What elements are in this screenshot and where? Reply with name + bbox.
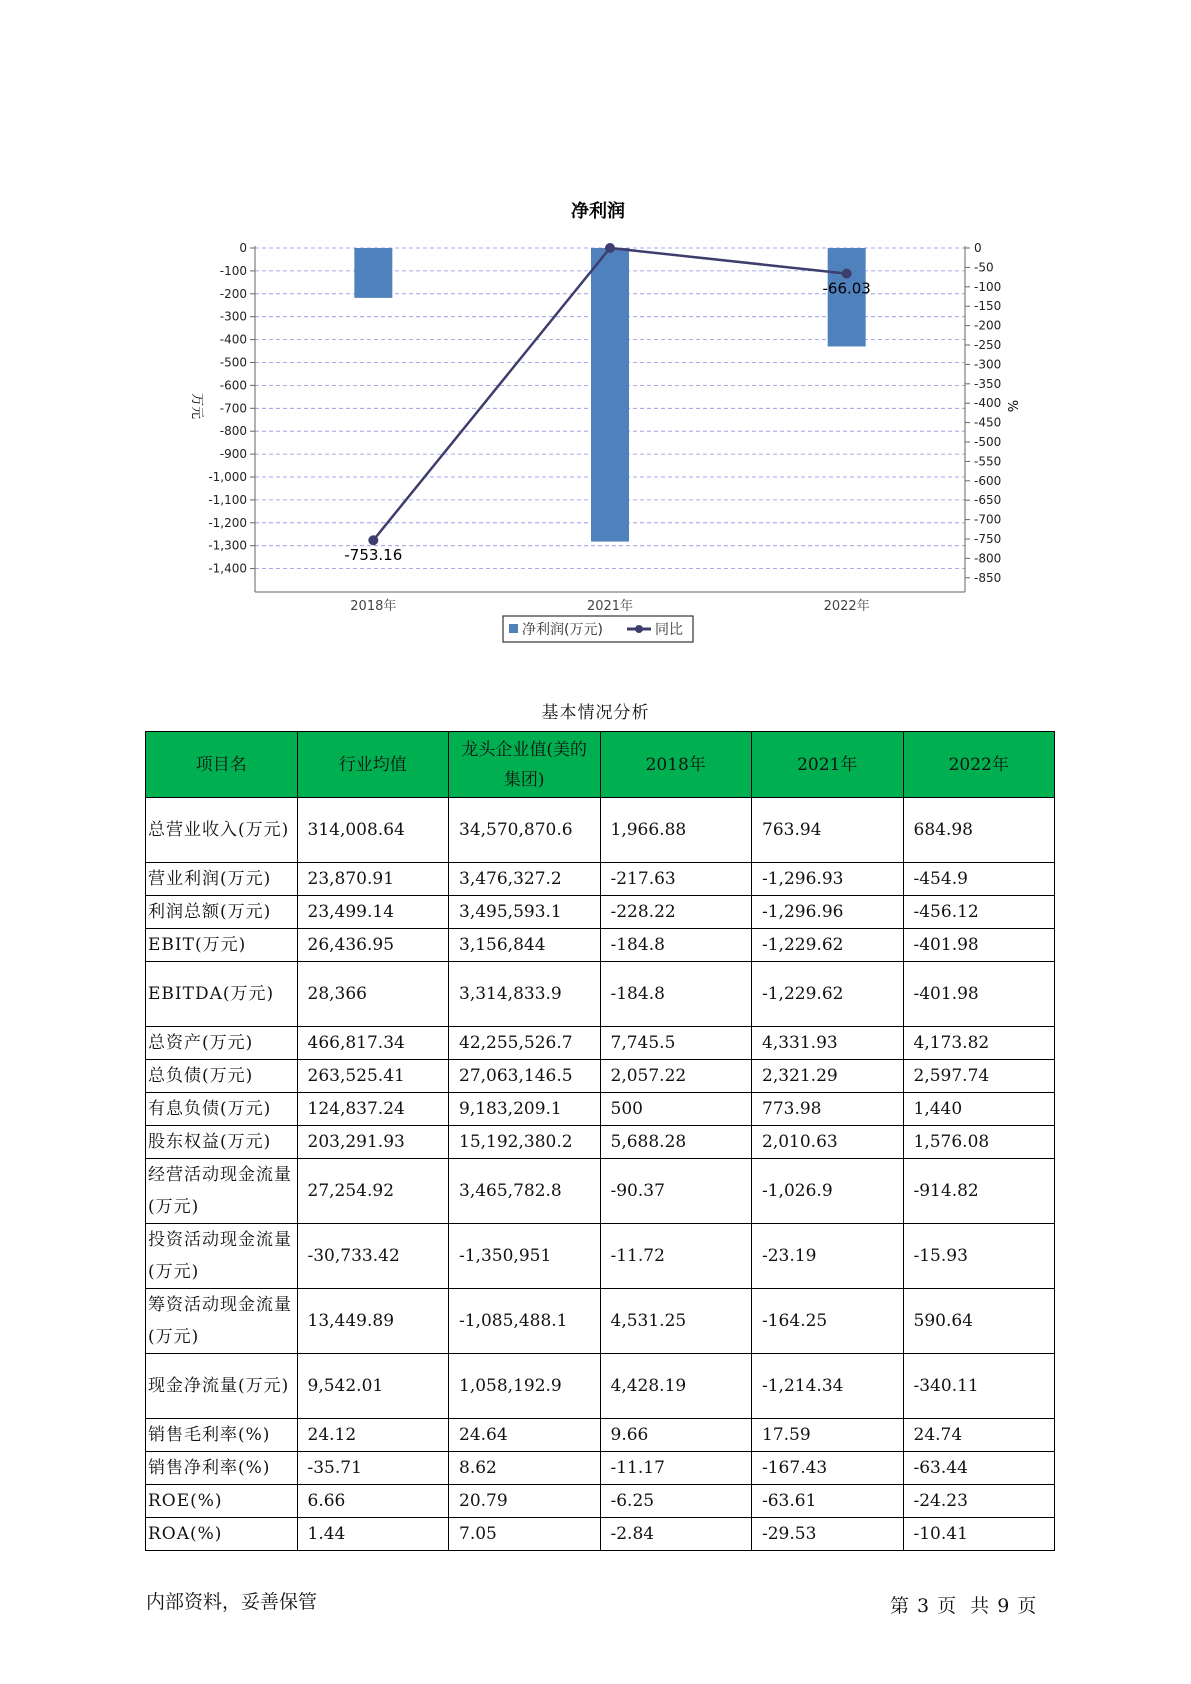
table-cell: 466,817.34 bbox=[297, 1027, 449, 1060]
row-label: 总资产(万元) bbox=[146, 1027, 298, 1060]
legend-line-label: 同比 bbox=[655, 622, 683, 638]
row-label: EBIT(万元) bbox=[146, 929, 298, 962]
table-cell: -11.72 bbox=[600, 1224, 752, 1289]
table-cell: -454.9 bbox=[903, 863, 1055, 896]
header-2021: 2021年 bbox=[752, 732, 904, 798]
table-row bbox=[146, 1518, 1055, 1551]
table-cell: 2,010.63 bbox=[752, 1126, 904, 1159]
table-cell: 42,255,526.7 bbox=[449, 1027, 601, 1060]
y2-tick-label: -850 bbox=[974, 570, 1002, 585]
table-cell: 27,254.92 bbox=[297, 1159, 449, 1224]
row-label: 股东权益(万元) bbox=[146, 1126, 298, 1159]
table-cell: -35.71 bbox=[297, 1452, 449, 1485]
table-cell: 7,745.5 bbox=[600, 1027, 752, 1060]
x-axis bbox=[255, 592, 965, 614]
y-tick-label: -600 bbox=[219, 378, 247, 393]
y-tick-label: -1,400 bbox=[208, 561, 247, 576]
header-2022: 2022年 bbox=[903, 732, 1055, 798]
table-row bbox=[146, 1159, 1055, 1224]
y-tick-label: 0 bbox=[239, 241, 247, 255]
y-tick-label: -900 bbox=[219, 447, 247, 462]
y2-tick-label: -650 bbox=[974, 493, 1002, 508]
net-profit-chart bbox=[0, 0, 1191, 680]
y-tick-label: -800 bbox=[219, 424, 247, 439]
table-cell: 590.64 bbox=[903, 1289, 1055, 1354]
row-label: 有息负债(万元) bbox=[146, 1093, 298, 1126]
row-label: 经营活动现金流量(万元) bbox=[146, 1159, 298, 1224]
table-cell: 314,008.64 bbox=[297, 798, 449, 863]
table-cell: 124,837.24 bbox=[297, 1093, 449, 1126]
x-tick-label: 2018年 bbox=[350, 599, 397, 614]
y-axis-right bbox=[965, 241, 1001, 592]
x-tick-label: 2021年 bbox=[586, 599, 634, 614]
y-tick-label: -1,300 bbox=[208, 538, 247, 553]
table-row bbox=[146, 1354, 1055, 1419]
row-label: 利润总额(万元) bbox=[146, 896, 298, 929]
table-cell: 3,465,782.8 bbox=[449, 1159, 601, 1224]
table-row bbox=[146, 1452, 1055, 1485]
line-point bbox=[368, 535, 378, 545]
y2-tick-label: -100 bbox=[974, 279, 1002, 294]
table-row bbox=[146, 962, 1055, 1027]
bar bbox=[591, 248, 629, 542]
y2-tick-label: -700 bbox=[974, 512, 1002, 527]
table-cell: 17.59 bbox=[752, 1419, 904, 1452]
y2-tick-label: -350 bbox=[974, 376, 1002, 391]
table-cell: 9,542.01 bbox=[297, 1354, 449, 1419]
table-cell: 763.94 bbox=[752, 798, 904, 863]
data-label: -753.16 bbox=[344, 546, 403, 565]
table-cell: -1,296.96 bbox=[752, 896, 904, 929]
table-cell: 1,576.08 bbox=[903, 1126, 1055, 1159]
y-tick-label: -100 bbox=[219, 263, 247, 278]
y-tick-label: -1,200 bbox=[208, 515, 247, 530]
y-tick-label: -200 bbox=[219, 286, 247, 301]
basic-analysis-table bbox=[145, 731, 1055, 1551]
table-cell: 1.44 bbox=[297, 1518, 449, 1551]
table-cell: 500 bbox=[600, 1093, 752, 1126]
table-cell: 203,291.93 bbox=[297, 1126, 449, 1159]
row-label: 营业利润(万元) bbox=[146, 863, 298, 896]
header-leader: 龙头企业值(美的集团) bbox=[449, 732, 601, 798]
table-cell: -11.17 bbox=[600, 1452, 752, 1485]
total-pages: 9 bbox=[997, 1595, 1010, 1617]
y2-tick-label: -600 bbox=[974, 473, 1002, 488]
x-tick-label: 2022年 bbox=[823, 599, 870, 614]
table-row bbox=[146, 1126, 1055, 1159]
table-cell: 9,183,209.1 bbox=[449, 1093, 601, 1126]
row-label: 筹资活动现金流量(万元) bbox=[146, 1289, 298, 1354]
table-cell: -6.25 bbox=[600, 1485, 752, 1518]
y2-tick-label: -400 bbox=[974, 396, 1002, 411]
table-cell: -2.84 bbox=[600, 1518, 752, 1551]
row-label: 现金净流量(万元) bbox=[146, 1354, 298, 1419]
header-item: 项目名 bbox=[146, 732, 298, 798]
table-cell: 28,366 bbox=[297, 962, 449, 1027]
y2-tick-label: -800 bbox=[974, 551, 1002, 566]
table-cell: 773.98 bbox=[752, 1093, 904, 1126]
legend-bar-swatch bbox=[509, 624, 518, 633]
table-row bbox=[146, 863, 1055, 896]
row-label: EBITDA(万元) bbox=[146, 962, 298, 1027]
table-row bbox=[146, 896, 1055, 929]
table-cell: 3,314,833.9 bbox=[449, 962, 601, 1027]
footer-confidential: 内部资料，妥善保管 bbox=[146, 1591, 318, 1613]
table-row bbox=[146, 1093, 1055, 1126]
table-cell: -63.61 bbox=[752, 1485, 904, 1518]
table-cell: 24.12 bbox=[297, 1419, 449, 1452]
table-cell: 9.66 bbox=[600, 1419, 752, 1452]
table-cell: 263,525.41 bbox=[297, 1060, 449, 1093]
y-tick-label: -1,100 bbox=[208, 492, 247, 507]
table-cell: 4,331.93 bbox=[752, 1027, 904, 1060]
y-axis-label: 万元 bbox=[189, 392, 204, 420]
table-cell: 1,966.88 bbox=[600, 798, 752, 863]
table-cell: -401.98 bbox=[903, 929, 1055, 962]
table-cell: -1,229.62 bbox=[752, 962, 904, 1027]
row-label: 销售毛利率(%) bbox=[146, 1419, 298, 1452]
table-cell: 34,570,870.6 bbox=[449, 798, 601, 863]
y-tick-label: -500 bbox=[219, 355, 247, 370]
table-cell: 4,173.82 bbox=[903, 1027, 1055, 1060]
legend-line-marker bbox=[635, 625, 643, 633]
table-cell: 3,156,844 bbox=[449, 929, 601, 962]
table-cell: 7.05 bbox=[449, 1518, 601, 1551]
y-axis-left bbox=[208, 241, 255, 592]
table-cell: -914.82 bbox=[903, 1159, 1055, 1224]
table-cell: -217.63 bbox=[600, 863, 752, 896]
table-cell: -164.25 bbox=[752, 1289, 904, 1354]
table-row bbox=[146, 1224, 1055, 1289]
y2-tick-label: -750 bbox=[974, 532, 1002, 546]
table-row bbox=[146, 1060, 1055, 1093]
table-cell: 2,597.74 bbox=[903, 1060, 1055, 1093]
table-cell: 2,321.29 bbox=[752, 1060, 904, 1093]
table-cell: 3,495,593.1 bbox=[449, 896, 601, 929]
row-label: 总营业收入(万元) bbox=[146, 798, 298, 863]
y-tick-label: -300 bbox=[219, 309, 247, 324]
chart-title: 净利润 bbox=[571, 201, 625, 222]
table-cell: -30,733.42 bbox=[297, 1224, 449, 1289]
table-cell: 24.64 bbox=[449, 1419, 601, 1452]
y2-tick-label: -200 bbox=[974, 318, 1002, 333]
row-label: 总负债(万元) bbox=[146, 1060, 298, 1093]
table-cell: 6.66 bbox=[297, 1485, 449, 1518]
table-cell: 23,870.91 bbox=[297, 863, 449, 896]
table-cell: -63.44 bbox=[903, 1452, 1055, 1485]
table-cell: -15.93 bbox=[903, 1224, 1055, 1289]
table-cell: 13,449.89 bbox=[297, 1289, 449, 1354]
table-cell: 3,476,327.2 bbox=[449, 863, 601, 896]
table-cell: -23.19 bbox=[752, 1224, 904, 1289]
y2-tick-label: -500 bbox=[974, 435, 1002, 449]
row-label: 投资活动现金流量(万元) bbox=[146, 1224, 298, 1289]
table-cell: 4,428.19 bbox=[600, 1354, 752, 1419]
bar-series bbox=[354, 248, 865, 542]
table-cell: 15,192,380.2 bbox=[449, 1126, 601, 1159]
table-cell: 684.98 bbox=[903, 798, 1055, 863]
table-cell: 23,499.14 bbox=[297, 896, 449, 929]
table-body bbox=[146, 798, 1055, 1551]
footer-page-number: 第 3 页 共 9 页 bbox=[890, 1595, 1037, 1617]
table-row bbox=[146, 1485, 1055, 1518]
table-cell: 5,688.28 bbox=[600, 1126, 752, 1159]
table-row bbox=[146, 798, 1055, 863]
table-cell: -456.12 bbox=[903, 896, 1055, 929]
y2-tick-label: -550 bbox=[974, 454, 1002, 469]
y2-tick-label: -50 bbox=[974, 260, 994, 275]
line-point bbox=[605, 243, 615, 253]
line-point bbox=[842, 269, 852, 279]
legend-bar-label: 净利润(万元) bbox=[522, 622, 603, 638]
header-industry-avg: 行业均值 bbox=[297, 732, 449, 798]
table-cell: -29.53 bbox=[752, 1518, 904, 1551]
y2-tick-label: -150 bbox=[974, 299, 1002, 314]
y2-axis-label: % bbox=[1004, 399, 1019, 413]
table-cell: -167.43 bbox=[752, 1452, 904, 1485]
table-caption: 基本情况分析 bbox=[541, 703, 650, 723]
row-label: 销售净利率(%) bbox=[146, 1452, 298, 1485]
row-label: ROE(%) bbox=[146, 1485, 298, 1518]
table-cell: 4,531.25 bbox=[600, 1289, 752, 1354]
y-tick-label: -700 bbox=[219, 401, 247, 416]
y2-tick-label: -450 bbox=[974, 415, 1002, 430]
table-row bbox=[146, 1027, 1055, 1060]
table-row bbox=[146, 929, 1055, 962]
table-cell: -184.8 bbox=[600, 929, 752, 962]
y2-tick-label: 0 bbox=[974, 241, 982, 255]
table-cell: -1,229.62 bbox=[752, 929, 904, 962]
y-tick-label: -400 bbox=[219, 332, 247, 347]
table-cell: 26,436.95 bbox=[297, 929, 449, 962]
table-cell: -1,026.9 bbox=[752, 1159, 904, 1224]
table-cell: 1,440 bbox=[903, 1093, 1055, 1126]
y-tick-label: -1,000 bbox=[208, 470, 247, 484]
table-cell: -10.41 bbox=[903, 1518, 1055, 1551]
table-cell: -401.98 bbox=[903, 962, 1055, 1027]
y2-tick-label: -250 bbox=[974, 338, 1002, 352]
table-cell: 2,057.22 bbox=[600, 1060, 752, 1093]
chart-legend bbox=[503, 616, 693, 642]
table-row bbox=[146, 1419, 1055, 1452]
table-cell: -24.23 bbox=[903, 1485, 1055, 1518]
current-page: 3 bbox=[917, 1595, 930, 1617]
table-cell: -1,085,488.1 bbox=[449, 1289, 601, 1354]
data-label: -66.03 bbox=[822, 279, 871, 298]
table-cell: 27,063,146.5 bbox=[449, 1060, 601, 1093]
table-cell: -228.22 bbox=[600, 896, 752, 929]
bar bbox=[354, 248, 392, 298]
y2-tick-label: -300 bbox=[974, 357, 1002, 372]
table-cell: -1,214.34 bbox=[752, 1354, 904, 1419]
table-header-row bbox=[146, 732, 1055, 798]
header-2018: 2018年 bbox=[600, 732, 752, 798]
table-cell: -340.11 bbox=[903, 1354, 1055, 1419]
table-cell: 1,058,192.9 bbox=[449, 1354, 601, 1419]
table-cell: -1,296.93 bbox=[752, 863, 904, 896]
table-cell: 8.62 bbox=[449, 1452, 601, 1485]
table-cell: -90.37 bbox=[600, 1159, 752, 1224]
table-cell: -184.8 bbox=[600, 962, 752, 1027]
table-cell: -1,350,951 bbox=[449, 1224, 601, 1289]
table-cell: 20.79 bbox=[449, 1485, 601, 1518]
table-cell: 24.74 bbox=[903, 1419, 1055, 1452]
row-label: ROA(%) bbox=[146, 1518, 298, 1551]
table-row bbox=[146, 1289, 1055, 1354]
